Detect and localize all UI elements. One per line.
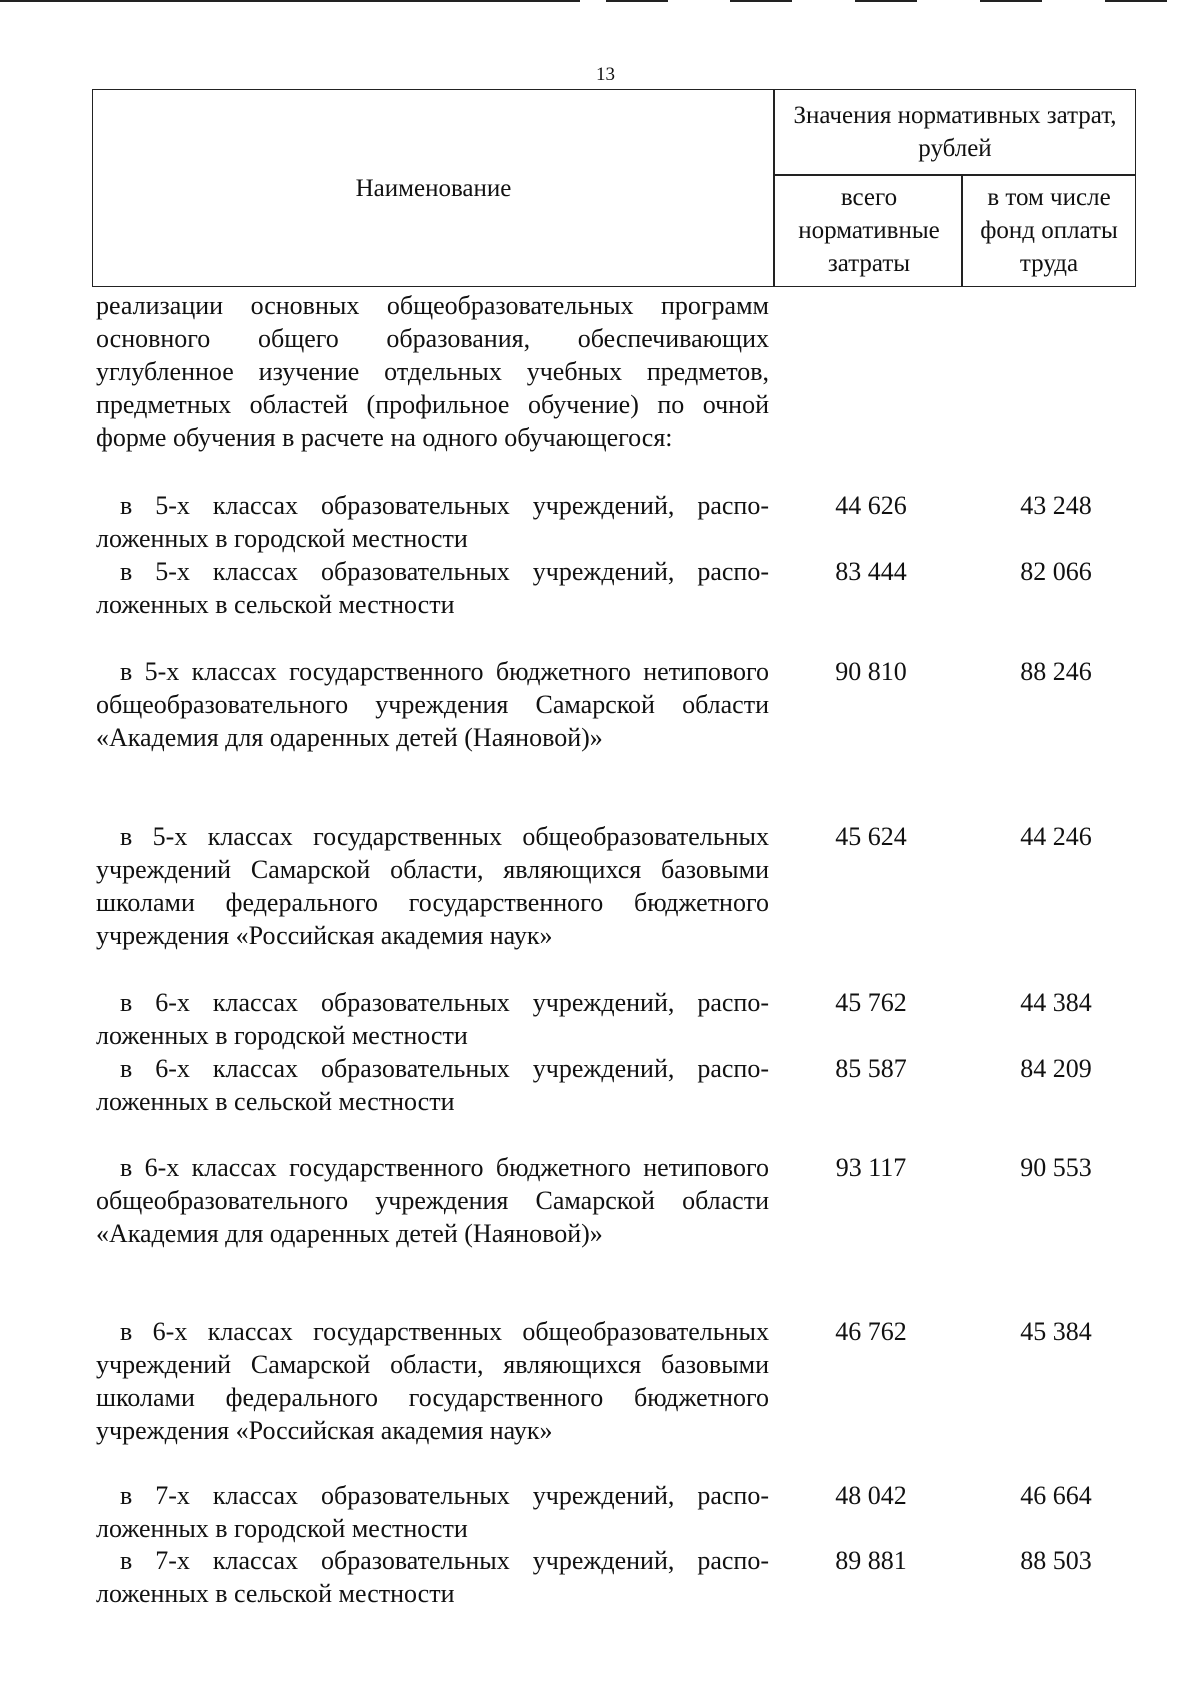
row-name-line1: в 6-х классах образовательных учреждений, распо- <box>120 988 769 1017</box>
row-name: в 6-х классах государственных общеобразовательных учреждений Самарской области, являющихся базовыми школами федерального государственного бюджетного учреждения «Российская академия наук» <box>96 1317 769 1445</box>
row-name-line1: в 7-х классах образовательных учреждений, распо- <box>120 1481 769 1510</box>
row-name-line2: ложенных в сельской местности <box>96 590 455 619</box>
row-total: 93 117 <box>835 1153 907 1182</box>
row-name <box>96 1052 769 1118</box>
row-total: 90 810 <box>835 657 907 686</box>
row-name <box>96 555 769 621</box>
row-name-line1: в 6-х классах образовательных учреждений, распо- <box>120 1054 769 1083</box>
header-total-label: всего нормативные затраты <box>798 184 940 277</box>
row-name-line2: ложенных в сельской местности <box>96 1087 455 1116</box>
row-payroll: 84 209 <box>1020 1054 1092 1083</box>
row-total: 85 587 <box>835 1054 907 1083</box>
row-name <box>96 986 769 1052</box>
row-payroll: 43 248 <box>1020 491 1092 520</box>
row-name-line2: ложенных в городской местности <box>96 1021 468 1050</box>
page-number: 13 <box>596 64 615 85</box>
top-rule-segment <box>730 0 792 2</box>
row-name: в 5-х классах государственного бюджетного нетипового общеобразовательного учреждения Самарской области «Академия для одаренных детей (Наяновой)» <box>96 657 769 752</box>
row-total: 48 042 <box>835 1481 907 1510</box>
row-name-line2: ложенных в сельской местности <box>96 1579 455 1608</box>
top-rule-long <box>0 0 580 2</box>
row-name-line2: ложенных в городской местности <box>96 524 468 553</box>
row-payroll: 88 246 <box>1020 657 1092 686</box>
row-total: 44 626 <box>835 491 907 520</box>
row-name-line1: в 7-х классах образовательных учреждений, распо- <box>120 1546 769 1575</box>
row-name-line1: в 5-х классах образовательных учреждений, распо- <box>120 557 769 586</box>
row-payroll: 46 664 <box>1020 1481 1092 1510</box>
top-rule-segment <box>606 0 668 2</box>
row-payroll: 82 066 <box>1020 557 1092 586</box>
row-payroll: 44 384 <box>1020 988 1092 1017</box>
row-total: 45 624 <box>835 822 907 851</box>
row-total: 45 762 <box>835 988 907 1017</box>
row-total: 46 762 <box>835 1317 907 1346</box>
top-rule-segment <box>980 0 1042 2</box>
row-name: в 5-х классах государственных общеобразовательных учреждений Самарской области, являющихся базовыми школами федерального государственного бюджетного учреждения «Российская академия наук» <box>96 822 769 950</box>
row-name-line1: в 5-х классах образовательных учреждений, распо- <box>120 491 769 520</box>
header-payroll-label: в том числе фонд оплаты труда <box>980 184 1118 277</box>
header-name-label: Наименование <box>355 175 512 202</box>
header-values-group-label: Значения нормативных затрат, рублей <box>793 102 1117 162</box>
row-name-line2: ложенных в городской местности <box>96 1514 468 1543</box>
row-payroll: 44 246 <box>1020 822 1092 851</box>
row-total: 83 444 <box>835 557 907 586</box>
row-total: 89 881 <box>835 1546 907 1575</box>
row-payroll: 88 503 <box>1020 1546 1092 1575</box>
top-rule-segment <box>1105 0 1167 2</box>
row-payroll: 45 384 <box>1020 1317 1092 1346</box>
row-name: в 6-х классах государственного бюджетного нетипового общеобразовательного учреждения Самарской области «Академия для одаренных детей (Наяновой)» <box>96 1153 769 1248</box>
row-name <box>96 489 769 555</box>
section-intro: реализации основных общеобразовательных программ основного общего образования, обеспечивающих углубленное изучение отдельных учебных предметов, предметных областей (профильное обучение) по очной форме обучения в расчете на одного обучающегося: <box>96 291 769 452</box>
row-name <box>96 1544 769 1610</box>
row-name <box>96 1479 769 1545</box>
top-rule-segment <box>855 0 917 2</box>
row-payroll: 90 553 <box>1020 1153 1092 1182</box>
